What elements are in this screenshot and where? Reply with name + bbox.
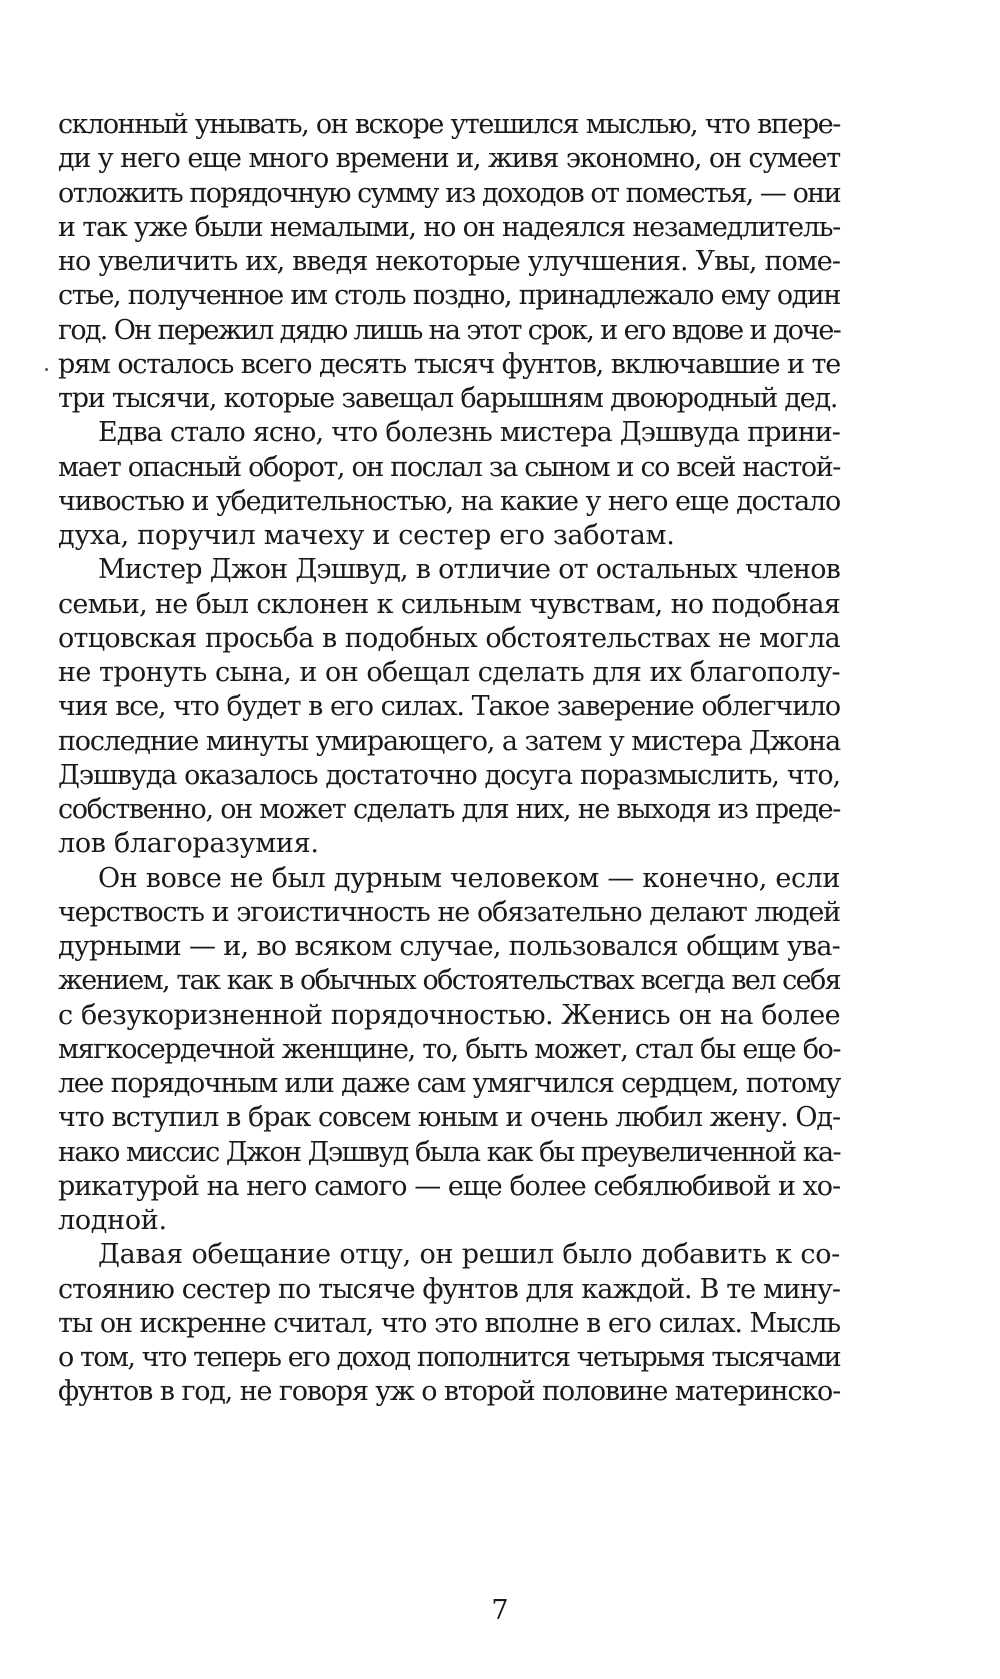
paragraph-first-line: Давая обещание отцу, он решил было добавить к со- xyxy=(98,1239,840,1271)
text-line: чия все, что будет в его силах. Такое заверение облегчило xyxy=(58,691,840,723)
text-line: стье, полученное им столь поздно, принадлежало ему один xyxy=(58,280,840,312)
text-line: лов благоразумия. xyxy=(58,828,319,860)
text-line: три тысячи, которые завещал барышням двоюродный дед. xyxy=(58,383,838,414)
text-line: что вступил в брак совсем юным и очень любил жену. Од- xyxy=(58,1102,840,1134)
text-line: не тронуть сына, и он обещал сделать для их благополу- xyxy=(58,657,840,688)
text-line: рикатурой на него самого — еще более себялюбивой и хо- xyxy=(58,1170,840,1202)
body-text xyxy=(58,108,840,1410)
paragraph-first-line: Едва стало ясно, что болезнь мистера Дэшвуда прини- xyxy=(98,417,840,449)
text-line: чивостью и убедительностью, на какие у него еще достало xyxy=(58,485,840,517)
text-line: но увеличить их, введя некоторые улучшения. Увы, поме- xyxy=(58,246,840,277)
text-line: отложить порядочную сумму из доходов от поместья, — они xyxy=(58,177,840,209)
text-line: отцовская просьба в подобных обстоятельствах не могла xyxy=(58,622,840,654)
text-line: о том, что теперь его доход пополнится четырьмя тысячами xyxy=(58,1342,840,1373)
text-line: лее порядочным или даже сам умягчился сердцем, потому xyxy=(58,1068,840,1099)
text-line: собственно, он может сделать для них, не выходя из преде- xyxy=(58,794,840,825)
text-line: и так уже были немалыми, но он надеялся незамедлитель- xyxy=(58,211,840,243)
text-line: с безукоризненной порядочностью. Женись он на более xyxy=(58,999,840,1031)
paragraph-first-line: Мистер Джон Дэшвуд, в отличие от остальных членов xyxy=(98,554,840,586)
paragraph-first-line: Он вовсе не был дурным человеком — конечно, если xyxy=(98,862,840,894)
text-line: год. Он пережил дядю лишь на этот срок, и его вдове и доче- xyxy=(58,314,840,346)
text-line: фунтов в год, не говоря уж о второй половине материнско- xyxy=(58,1376,840,1408)
text-line: ты он искренне считал, что это вполне в его силах. Мысль xyxy=(58,1307,840,1339)
text-line: стоянию сестер по тысяче фунтов для каждой. В те мину- xyxy=(58,1273,840,1305)
page-number: 7 xyxy=(491,1595,509,1626)
text-line: черствость и эгоистичность не обязательно делают людей xyxy=(58,896,840,928)
text-line: ди у него еще много времени и, живя экономно, он сумеет xyxy=(58,143,840,175)
text-line: последние минуты умирающего, а затем у мистера Джона xyxy=(58,725,840,757)
text-line: нако миссис Джон Дэшвуд была как бы преувеличенной ка- xyxy=(58,1136,840,1168)
text-line: дурными — и, во всяком случае, пользовался общим ува- xyxy=(58,931,840,962)
print-speck xyxy=(45,368,48,371)
text-line: духа, поручил мачеху и сестер его заботам. xyxy=(58,520,675,551)
text-line: мает опасный оборот, он послал за сыном и со всей настой- xyxy=(58,451,840,483)
text-line: жением, так как в обычных обстоятельствах всегда вел себя xyxy=(58,965,840,997)
text-line: склонный унывать, он вскоре утешился мыслью, что впере- xyxy=(58,109,840,140)
text-line: рям осталось всего десять тысяч фунтов, включавшие и те xyxy=(58,348,840,380)
text-line: Дэшвуда оказалось достаточно досуга поразмыслить, что, xyxy=(58,759,840,791)
text-line: лодной. xyxy=(58,1205,167,1236)
text-line: мягкосердечной женщине, то, быть может, стал бы еще бо- xyxy=(58,1033,840,1065)
text-line: семьи, не был склонен к сильным чувствам, но подобная xyxy=(58,588,840,620)
